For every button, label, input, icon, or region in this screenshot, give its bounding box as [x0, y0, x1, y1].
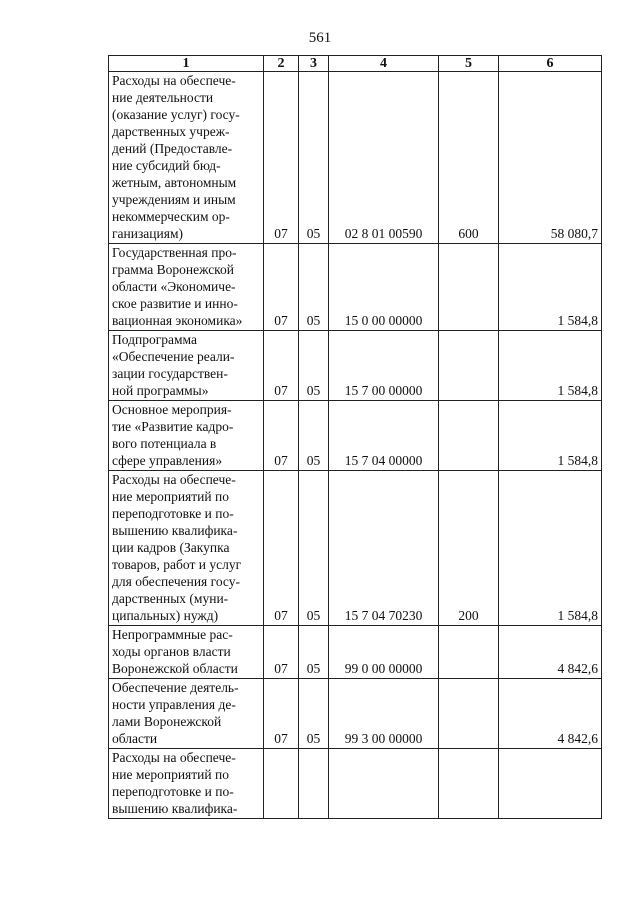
row-amount	[499, 749, 602, 819]
table-row	[109, 401, 602, 471]
row-subsection: 05	[299, 471, 329, 626]
row-expense-type	[439, 626, 499, 679]
row-expense-type	[439, 331, 499, 401]
row-subsection: 05	[299, 72, 329, 244]
row-target-code: 15 7 00 00000	[329, 331, 439, 401]
table-row	[109, 244, 602, 331]
row-target-code: 15 0 00 00000	[329, 244, 439, 331]
row-subsection: 05	[299, 679, 329, 749]
row-name: Подпрограмма «Обеспечение реали- зации государствен- ной программы»	[109, 331, 264, 401]
row-expense-type: 600	[439, 72, 499, 244]
table-row	[109, 331, 602, 401]
row-section: 07	[264, 401, 299, 471]
row-target-code: 02 8 01 00590	[329, 72, 439, 244]
row-amount: 58 080,7	[499, 72, 602, 244]
table-row	[109, 626, 602, 679]
row-subsection: 05	[299, 401, 329, 471]
row-name: Государственная про- грамма Воронежской области «Экономиче- ское развитие и инно- вационная экономика»	[109, 244, 264, 331]
row-subsection: 05	[299, 244, 329, 331]
row-amount: 4 842,6	[499, 626, 602, 679]
row-amount: 1 584,8	[499, 244, 602, 331]
table-row	[109, 471, 602, 626]
header-col-6: 6	[499, 56, 602, 72]
row-expense-type	[439, 401, 499, 471]
row-section: 07	[264, 331, 299, 401]
row-amount: 1 584,8	[499, 471, 602, 626]
row-section: 07	[264, 471, 299, 626]
row-expense-type	[439, 749, 499, 819]
row-name: Расходы на обеспече- ние мероприятий по переподготовке и по- вышению квалифика- ции кадров (Закупка товаров, работ и услуг для обеспечения госу- дарственных (муни- ципальных) нужд)	[109, 471, 264, 626]
row-amount: 1 584,8	[499, 331, 602, 401]
row-expense-type	[439, 244, 499, 331]
table-header-row	[109, 56, 602, 72]
row-section: 07	[264, 679, 299, 749]
header-col-5: 5	[439, 56, 499, 72]
row-subsection: 05	[299, 331, 329, 401]
row-target-code: 15 7 04 70230	[329, 471, 439, 626]
row-section: 07	[264, 244, 299, 331]
header-col-4: 4	[329, 56, 439, 72]
row-section	[264, 749, 299, 819]
header-col-3: 3	[299, 56, 329, 72]
row-target-code: 99 3 00 00000	[329, 679, 439, 749]
row-name: Непрограммные рас- ходы органов власти Воронежской области	[109, 626, 264, 679]
row-target-code	[329, 749, 439, 819]
table-row	[109, 679, 602, 749]
row-target-code: 15 7 04 00000	[329, 401, 439, 471]
header-col-2: 2	[264, 56, 299, 72]
header-col-1: 1	[109, 56, 264, 72]
row-expense-type: 200	[439, 471, 499, 626]
row-expense-type	[439, 679, 499, 749]
row-section: 07	[264, 626, 299, 679]
row-section: 07	[264, 72, 299, 244]
row-name: Расходы на обеспече- ние деятельности (оказание услуг) госу- дарственных учреж- дений (Предоставле- ние субсидий бюд- жетным, автономным учреждениям и иным некоммерческим ор- ганизациям)	[109, 72, 264, 244]
row-name: Основное мероприя- тие «Развитие кадро- вого потенциала в сфере управления»	[109, 401, 264, 471]
row-amount: 1 584,8	[499, 401, 602, 471]
row-subsection: 05	[299, 626, 329, 679]
table-row	[109, 72, 602, 244]
table-row	[109, 749, 602, 819]
row-subsection	[299, 749, 329, 819]
budget-table	[108, 55, 602, 819]
row-name: Расходы на обеспече- ние мероприятий по переподготовке и по- вышению квалифика-	[109, 749, 264, 819]
page-number: 561	[308, 30, 332, 46]
row-target-code: 99 0 00 00000	[329, 626, 439, 679]
row-name: Обеспечение деятель- ности управления де- лами Воронежской области	[109, 679, 264, 749]
row-amount: 4 842,6	[499, 679, 602, 749]
